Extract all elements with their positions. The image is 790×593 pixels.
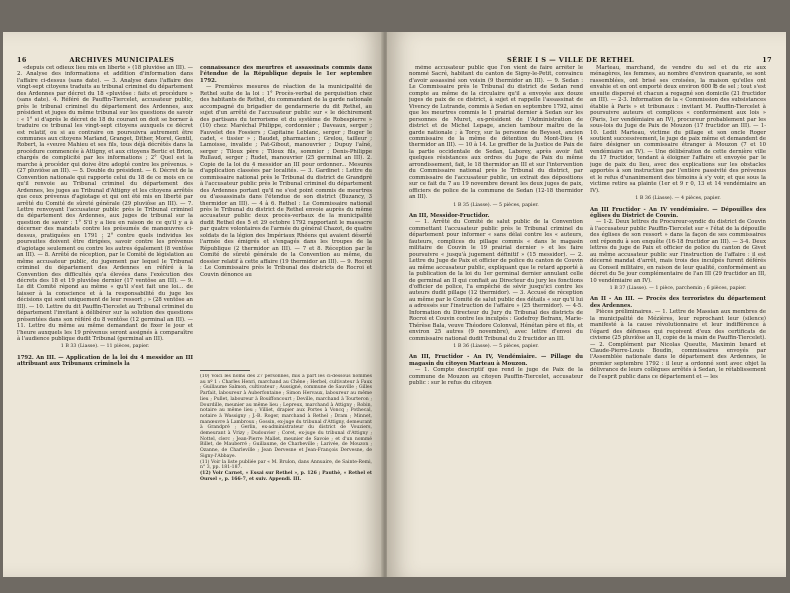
- left-page-header: [17, 56, 174, 64]
- archive-reference: 1 B 36 (Liasse). — 4 pièces, papier.: [635, 196, 721, 202]
- footnote-rule: [200, 370, 250, 371]
- footnote: (12) Voir Carnet, « Essai sur Rethel », p. 126 ; Pauthè, « Rethel et Oursel », p. 166-7, et suiv. Appendi. III.: [200, 470, 372, 482]
- right-running-head: SÉRIE I S — VILLE DE RETHEL: [507, 56, 634, 64]
- entry-title-part: An III Fructidor - An IV vendémiaire.: [590, 206, 709, 213]
- text-paragraph: — 1. Compte descriptif que rend le juge de Paix de la commune de Mouzon au citoyen Pauffin-Tiercelet, accusateur public : sur le refus du citoyen: [409, 367, 583, 387]
- left-page-number: 16: [17, 56, 27, 64]
- archive-reference: 1 B 33 (Liasse). — 11 pièces, papier.: [60, 344, 150, 350]
- archive-reference: 1 B 36 (Liasse). — 5 pièces, papier.: [453, 344, 539, 350]
- entry-title-part: — Dépouilles des églises du District de Couvin.: [590, 206, 766, 219]
- footnote: (10) Voici les noms des 27 personnes, mis à part les ci-dessous nommés au nº 1 : Charles Henri, marchand au Chêne ; Herbel, cultivateur à Faux ; Guillaume Salmon, cultivateur ; Aussigné, commune de Sauville ; Gilles Parfait, laboureur à Auberfontaine ; Simon Hervaux, laboureur au même lieu ; Pullet, laboureur à Bouiffoncourt ; Deville, marchand à Tourteron ; Dourdille, meunier au même lieu ; Lepreux, marchand à Attigny ; Robin, notaire au même lieu ; Villiet, drapier aux Portes à Voncq ; Pothecal, notaire à Wassigny ; J.-B. Roger, marchand à Rethel ; Dram ; Minnet, manœuvre à Lambroux ; Gossin, ex-juge du tribunal d'Attigny, demeurant à Grandpré ; Gerlin, ex-administrateur du district de Vouziers, demeurant à Vrizy ; Dudouvier ; Coret, ex-juge du tribunal d'Attigny ; Nottel, clerc ; Jean-Pierre Mallet, meunier de Savoie ; et d'un nommé Billet, de Mauberré ; Guillaume, de Charbeville ; Larivée, de Mouzon ; Ozanne, de Charleville ; Jean Dervesne et Jean-François Dervesne, de Signy-l'Abbaye.: [200, 374, 372, 459]
- entry-title: connaissance des meurtres et assassinats commis dans l'étendue de la République depuis le 1er septembre 1792.: [200, 65, 372, 84]
- archive-reference: 1 B 37 (Liasse). — 1 pièce, parchemin ; 6 pièces, papier.: [609, 285, 747, 291]
- text-paragraph: Pièces préliminaires. — 1. Lettre de Massian aux membres de la municipalité de Mézières, leur reprochant leur (silence) manifesté à la cause révolutionnaire et leur indifférence à l'égard des défenses qui reçoivent d'eux des certificats de civisme (25 pluviôse an II, copie de la main de Pauffin-Tiercelet). — 2. Complément par Nicolas Queutte, Maximin Isnard et Claude-Pierre-Louis Boudin, commissaires envoyés par l'Assemblée nationale dans le département des Ardennes, le premier septembre 1792 : il leur a ordonné sont avec objet la délivrance de leurs collègues arrêtés à Sedan, le rétablissement de l'esprit public dans ce département et — les: [590, 309, 766, 380]
- text-paragraph: même accusateur public que l'on vient de faire arrêter le nommé Sacré, habitant du canton de Signy-le-Petit, convaincu d'avoir assassiné son voisin (9 thermidor an III). — 9. Sedan : Le Commissaire près le Tribunal du district de Sedan rend compte au même de la circulaire qu'il a envoyée aux douze juges de paix de ce district, à sujet et rappelle l'assassinat de Vivency de Lutrande, commis à Sedan en septembre 1792, ainsi que les meurtres commis le 1 prairial dernier à Sedan sur les personnes de Muret, ex-président de l'Administration de district et de Michel Lepage, ancien tambour maître de la garde nationale ; à Torcy, sur la personne de Beyssot, ancien commissaire de la même de détention du Mont-Dieu (4 thermidor an III). — 10 à 14. Le greffier de la Justice de Paix de la partie occidentale de Sedan, Laborey, après avoir fait quelques résistances aux ordres du Juge de Paix du même arrondissement, fait, le 18 thermidor an III et sur l'intervention du Commissaire national près le Tribunal du district, par commissaire de l'accusateur public, un extrait des dépositions sur ce fait du 7 au 19 novembre devant les deux juges de paix, officiers de police de la commune de Sedan (12-18 thermidor an III).: [409, 65, 583, 201]
- entry-title-part: — Procès des terroristes du département des Ardennes.: [590, 296, 766, 309]
- entry-title: [590, 296, 766, 309]
- text-paragraph: Marteau, marchand, de vendre du sel et du riz aux ménagères, les femmes, au nombre d'environ quarante, se sont rassemblées, ont brisé ses croisées, la maison qu'elles ont envahie et en ont emporté deux environ 600 ℔ de sel ; tout s'est ensuite dispersé et chacun a regagné son domicile (21 fructidor an III). — 2-3. Information de la « Commission des subsistances établie à Paris » et tribunaux : invitant M. Pauffin-Tiercelet à poursuivre auteurs et complices « conformément aux lois » (Paris, 1er vendémiaire an IV), procureur probablement par les sous-lois du Juge de Paix de Mouzon (17 fructidor an III). — 1-10. Ledit Marteau, victime du pillage et son oncle Roger soutient successivement, le juge de paix même et demandent de faire désigner un commissaire étranger à Mouzon (7 et 10 vendémiaire an IV). — Une délibération de cette dernière ville du 17 fructidor, tendant à éloigner l'affaire et envoyée par le juge de paix du lieu, avec des explications sur les obstacles apportés à son instruction par l'entière passivité des prévenus et le refus d'unanimement des témoins à s'y voir, et que sous la victime retire sa plainte (1er et 9 r 0, 13 et 14 vendémiaire an IV).: [590, 65, 766, 194]
- right-column-1: [409, 65, 583, 565]
- left-running-head: ARCHIVES MUNICIPALES: [69, 56, 175, 64]
- entry-title: 1792. An III. — Application de la loi du 4 messidor an III attribuant aux Tribunaux criminels la: [17, 354, 193, 368]
- footnote: (11) Voir la liste publiée par « M. Brulon, dans Annuaire, de Sainte-Remi, n° 3, pp. 181-187.: [200, 459, 372, 471]
- entry-title: [590, 207, 766, 220]
- footnotes: [200, 374, 372, 568]
- right-page: [387, 32, 786, 577]
- text-paragraph: — 1-2. Deux lettres du Procureur-syndic du district de Couvin à l'accusateur public Pauffin-Tiercelet sur « l'état de la dépouille des églises de son ressort » dans la façon de ses commissaires ont répondu à son enquête (16-18 fructidor an III). — 3-4. Deux lettres du juge de Paix et officier de police du canton de Givet au même accusateur public sur l'instruction de l'affaire : il est décerné mandat d'arrêt, mais trois des inculpés furent déférés au Conseil militaire, en raison de leur qualité, conformément au décret du 5e jour complémentaire de l'an III (29 fructidor an III, 10 vendémiaire an IV).: [590, 219, 766, 284]
- text-paragraph: — 1. Arrêté du Comité de salut public de la Convention commettant l'accusateur public près le Tribunal criminel du département pour informer « sans délai contre les « auteurs, fauteurs, complices du pillage commis « dans le magasin militaire de Couvin le 19 prairial dernier » et les faire poursuivre « jusqu'à jugement définitif » (15 messidor). — 2. Lettre du Juge de Paix et officier de police du canton de Couvin au même accusateur public, expliquant que le retard apporté à la publication de la loi du 1er germinal dernier annulant celle de germinal an II qui confiait au Directeur du jury les fonctions d'officier de police, l'a empêché de sévir jusqu'ici contre les auteurs dudit pillage (12 thermidor). — 3. Accusé de réception au même par le Comité de salut public des détails « sur qu'il lui a adressés sur l'instruction de l'affaire » (25 thermidor). — 4-5. Information du Directeur du Jury du Tribunal des districts de Rocroi et Couvin contre les inculpés : Godefroy Befranx, Marie-Thérèse Bala, veuve Théodore Colonval, Hénétan père et fils, et environ 25 autres (9 novembre), avec lettre d'envoi du commissaire national dudit Tribunal du 2 fructidor an III.: [409, 219, 583, 342]
- right-page-header: [407, 56, 772, 64]
- left-column-1: [17, 65, 193, 563]
- open-book: [3, 32, 786, 577]
- right-column-2: [590, 65, 766, 565]
- left-page: [3, 32, 383, 577]
- entry-title: An III, Messidor-Fructidor.: [409, 212, 490, 219]
- entry-title-part: An II - An III.: [590, 296, 635, 303]
- right-page-number: 17: [762, 56, 772, 64]
- entry-title: An III, Fructidor - An IV, Vendémiaire. — Pillage du magasin du citoyen Marteau à Mouzon.: [409, 354, 583, 367]
- archive-reference: 1 B 35 (Liasse). — 5 pièces, papier.: [453, 202, 539, 208]
- left-column-2: [200, 65, 372, 363]
- text-paragraph: — Premières mesures de réaction de la municipalité de Rethel suite de la loi : 1° Procès-verbal de perquisition chez des habitants de Rethel, du commandant de la garde nationale accompagné du brigadier de gendarmerie du dit Rethel, au sujet d'un arrêté de l'accusateur public sur « le déchirement des partisans du terrorisme et du système de Robespierre » (10) chez: Maréchal Philippe, cordonnier ; Daveaux, serger ; Fauvelet des Fossiers ; Capitaine Leblanc, serger ; Buger le cadet, « tissier » ; Baudet, pharmacien ; Grelou, tailleur ; Lamoisse, invalide ; Pat-Gibout, manouvrier ; Dupuy l'aîné, serger ; Tiloux père ; Tiloux fils, sommier ; Denis-Philippe Rullaud, serger ; Rudet, manouvrier (25 germinal an III). 2. Copie de la loi du 4 messidor an III pour ordonner... Mesures d'application classées par localités. — 3. Gardinet : Lettre du commissaire national près le Tribunal du district de Grandpré à l'accusateur public près le Tribunal criminel du département des Ardennes portant qu'il ne s'est point commis de meurtres ou d'assassinats dans l'étendue de son district (Buzancy, 3 thermidor an III). — 4 à 6. Rethel : Le Commissaire national près le Tribunal du district de Rethel envoie auprès du même accusateur public deux procès-verbaux de la municipalité dudit Rethel des 5 et 29 octobre 1792 rapportant le massacre par quatre volontaires de l'armée du général Chazot, de quatre soldats de la légion des Impériaux Rhéens qui avaient déserté l'armée des émigrés et s'engagés dans les troupes de la République (2 thermidor an III). — 7 et 8. Réception par le Comité de sûreté générale de la Convention au même, du dossier relatif à cette affaire (19 thermidor an III). — 9. Rocroi : Le Commissaire près le Tribunal des districts de Rocroi et Couvin dénonce au: [200, 84, 372, 278]
- text-paragraph: «depuis cet odieux lieu mis en liberté » (18 pluviôse an III). — 2. Analyse des informations et addition d'information dans l'affaire ci-dessus (sans date). — 3. Analyse dans l'affaire des vingt-sept citoyens traduits au tribunal criminel du département des Ardennes par décret du 18 «pluviôse : faits et procédure » (sans date). 4. Référé de Pauffin-Tiercelet, accusateur public, près le tribunal criminel du département des Ardennes, aux président et juges du même tribunal sur les questions de savoir : « 1° si d'après le décret de 18 du courant on doit se borner à traduire ce tribunal les vingt-sept citoyens auxquels ce décret est relatif, ou si au contraire on poursuivra autrement être communes aux citoyens Marland, Granget, Dither, Morel, Gentil, Robert, la «veuve Mahieu et ses fils, tous déjà décrétés dans la procédure commencée à Attigny, et aux citoyens Bertic et Brion, chargés de complicité par les informations ; 2° Quel est la marche à procéder qui doive être adopté contre les prévenus. » (27 pluviôse an III). — 5. Double du président. — 6. Décret de la Convention nationale qui rapporte celui du 18 de ce mois en ce qu'il renvoie au Tribunal criminel du département des Ardennes, les juges au Tribunal d'Attigny et les citoyens arrêtés que ceux prévenus d'agiotage et qui ont été mis en liberté par arrêté du Comité de sûreté générale (29 pluviôse an III). — 7. Lettre renvoyant l'accusateur public près le Tribunal criminel du département des Ardennes, aux juges de tribunal sur la question de savoir : 1° S'il y a lieu en raison de ce qu'il y a à décerner des mandats contre les présumés de manœuvres ci-dessus, pratiquées en 1791 ; 2° contre quels individus les poursuites doivent être dirigées, savoir contre les prévenus d'agiotage seulement ou contre les autres également (8 ventôse an III). — 8. Arrêté de réception, par le Comité de législation au même accusateur public, du jugement par lequel le Tribunal criminel du département des Ardennes en référé à la Convention des difficultés qu'a élevées dans l'exécution des décrets des 18 et 19 pluviôse dernier (17 ventôse an III). — 9. Le dit Comité répond au même « qu'il s'est fait une loi… de laisser à la conscience et à la responsabilité du juge les décisions qui sont uniquement de leur ressort ; » (28 ventôse an III). — 10. Lettre du dit Pauffin-Tiercelet au Tribunal criminel du département l'invitant à délibérer sur la solution des questions présentées dans son référé du 8 ventôse (12 germinal an III). — 11. Lettre du même au même demandant de fixer le jour et l'heure auxquels les 19 prévenus seront assignés à comparaître à l'audience publique dudit Tribunal (germinal an III).: [17, 65, 193, 343]
